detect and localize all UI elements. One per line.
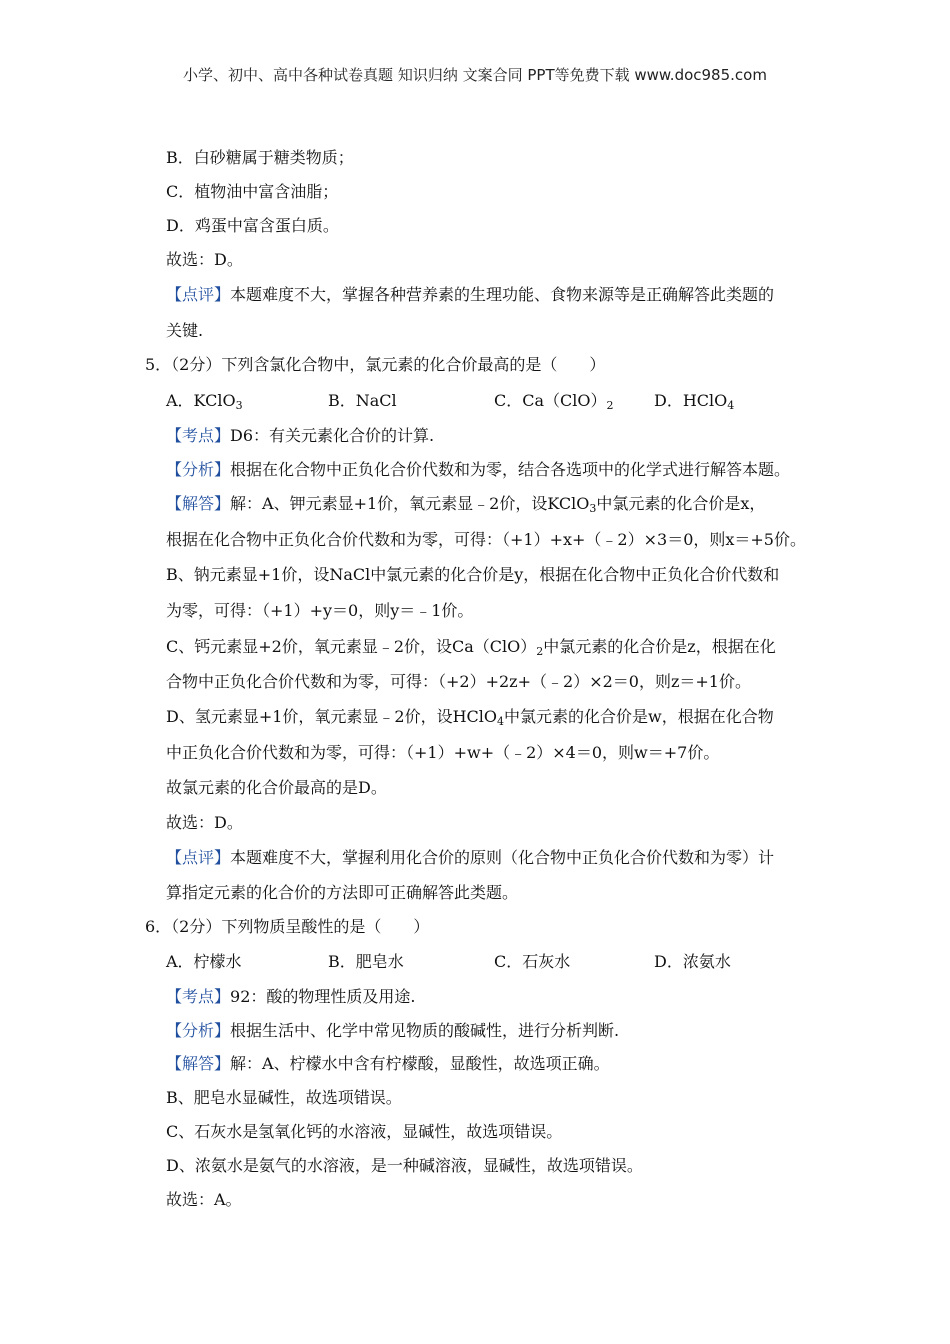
solution-line: B、肥皂水显碱性，故选项错误。 — [166, 1088, 402, 1107]
solution-line: C、钙元素显+2价，氧元素显﹣2价，设$Ca(ClO)_2$中氯元素的化合价是z，根据在化 — [166, 637, 776, 658]
solution-line: 中正负化合价代数和为零，可得：（+1）+w+（﹣2）×4＝0，则w＝+7价。 — [166, 743, 720, 762]
option-d-explanation: D．鸡蛋中富含蛋白质。 — [166, 216, 339, 235]
answer-line: 故选：D。 — [166, 250, 243, 269]
jieda-text: 解：A、柠檬水中含有柠檬酸，显酸性，故选项正确。 — [230, 1054, 610, 1073]
comment-tag: 【点评】 — [166, 848, 231, 867]
fenxi-text: 根据在化合物中正负化合价代数和为零，结合各选项中的化学式进行解答本题。 — [230, 460, 791, 479]
kaodian-tag: 【考点】 — [166, 987, 231, 1006]
comment-line — [166, 847, 774, 869]
fenxi-tag: 【分析】 — [166, 1021, 231, 1040]
option-c: C．石灰水 — [494, 952, 571, 971]
solution-line: D、浓氨水是氨气的水溶液，是一种碱溶液，显碱性，故选项错误。 — [166, 1156, 643, 1175]
fenxi-text: 根据生活中、化学中常见物质的酸碱性，进行分析判断. — [230, 1021, 620, 1040]
answer-line: 故选：A。 — [166, 1190, 242, 1209]
option-b: B．肥皂水 — [328, 952, 404, 971]
kaodian-line — [166, 425, 434, 447]
kaodian-text: 92：酸的物理性质及用途. — [230, 987, 416, 1006]
comment-line-2: 关键. — [166, 321, 204, 340]
jieda-line: 【解答】解：A、钾元素显+1价，氧元素显﹣2价，设KClO$_3$中氯元素的化合价是x， — [166, 494, 766, 515]
solution-line: 为零，可得：（+1）+y＝0，则y＝﹣1价。 — [166, 601, 474, 620]
solution-line: C、石灰水是氢氧化钙的水溶液，显碱性，故选项错误。 — [166, 1122, 563, 1141]
solution-line: B、钠元素显+1价，设NaCl中氯元素的化合价是y，根据在化合物中正负化合价代数和 — [166, 565, 780, 584]
comment-line — [166, 284, 774, 306]
kaodian-text: D6：有关元素化合价的计算. — [230, 426, 435, 445]
option-d: D．浓氨水 — [654, 952, 731, 971]
kaodian-line — [166, 986, 415, 1008]
jieda-tag: 【解答】 — [166, 494, 231, 513]
option-a: A．KClO$_3$ — [166, 391, 243, 412]
fenxi-tag: 【分析】 — [166, 460, 231, 479]
comment-line-2: 算指定元素的化合价的方法即可正确解答此类题。 — [166, 883, 519, 902]
jieda-tag: 【解答】 — [166, 1054, 231, 1073]
solution-line: 故氯元素的化合价最高的是D。 — [166, 778, 387, 797]
page-header: 小学、初中、高中各种试卷真题 知识归纳 文案合同 PPT等免费下载 www.doc985.com — [183, 66, 767, 84]
kaodian-tag: 【考点】 — [166, 426, 231, 445]
solution-line: 合物中正负化合价代数和为零，可得：（+2）+2z+（﹣2）×2＝0，则z＝+1价。 — [166, 672, 751, 691]
solution-line: 根据在化合物中正负化合价代数和为零，可得：（+1）+x+（﹣2）×3＝0，则x＝+5价。 — [166, 530, 806, 549]
option-d: D．HClO$_4$ — [654, 391, 735, 412]
question-6-stem: 6．（2分）下列物质呈酸性的是（ ） — [145, 917, 430, 936]
comment-text: 本题难度不大，掌握各种营养素的生理功能、食物来源等是正确解答此类题的 — [230, 285, 775, 304]
option-a: A．柠檬水 — [166, 952, 242, 971]
comment-text: 本题难度不大，掌握利用化合价的原则（化合物中正负化合价代数和为零）计 — [230, 848, 775, 867]
comment-tag: 【点评】 — [166, 285, 231, 304]
option-c: C．$Ca(ClO)_2$ — [494, 391, 614, 412]
option-b: B．NaCl — [328, 391, 397, 410]
fenxi-line — [166, 459, 790, 481]
answer-line: 故选：D。 — [166, 813, 243, 832]
fenxi-line — [166, 1020, 619, 1042]
option-c-explanation: C．植物油中富含油脂； — [166, 182, 339, 201]
solution-line: D、氢元素显+1价，氧元素显﹣2价，设HClO$_4$中氯元素的化合价是w，根据在化合物 — [166, 707, 774, 728]
option-b-explanation: B．白砂糖属于糖类物质； — [166, 148, 354, 167]
question-5-stem: 5．（2分）下列含氯化合物中，氯元素的化合价最高的是（ ） — [145, 355, 606, 374]
jieda-line — [166, 1053, 610, 1075]
